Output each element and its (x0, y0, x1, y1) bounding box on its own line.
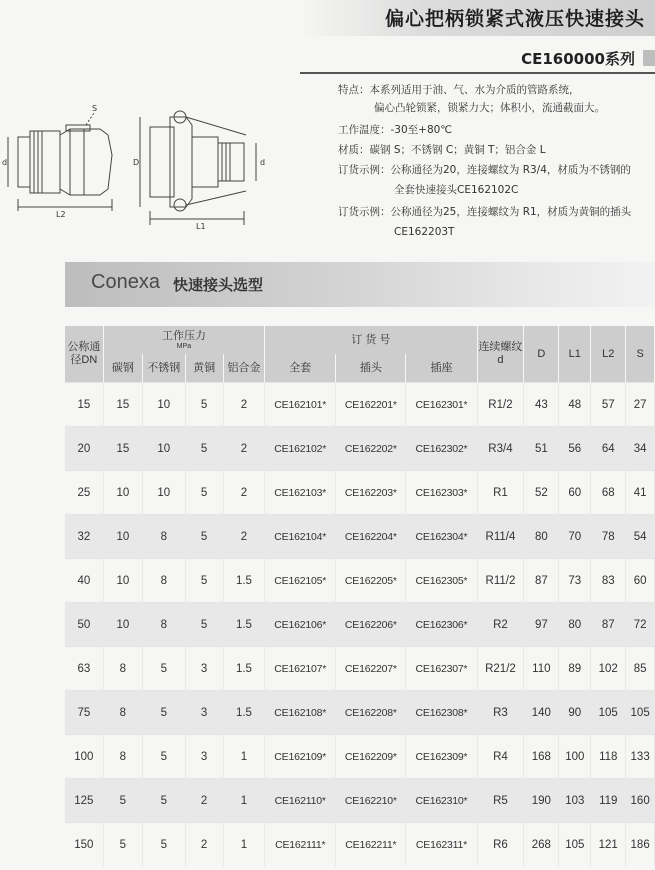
table-row (65, 515, 655, 559)
label-d-socket: d (260, 158, 266, 167)
cell-d: 268 (524, 823, 559, 867)
cell-l2: 118 (591, 735, 626, 779)
cell-l2: 57 (591, 383, 626, 427)
cell-stainless: 5 (143, 647, 185, 691)
cell-dn: 150 (65, 823, 103, 867)
order-example-1: 订货示例：公称通径为20，连接螺纹为 R3/4，材质为不锈钢的 (338, 164, 631, 176)
socket-hex (192, 137, 218, 187)
cell-l2: 87 (591, 603, 626, 647)
cell-d: 43 (524, 383, 559, 427)
cell-plug: CE162209* (336, 735, 406, 779)
cell-full-set: CE162108* (265, 691, 336, 735)
material-line: 材质：碳钢 S；不锈钢 C；黄铜 T；铝合金 L (338, 144, 546, 156)
cell-s: 186 (626, 823, 655, 867)
cell-brass: 5 (185, 427, 223, 471)
selection-table (65, 326, 655, 866)
handle-bottom (186, 191, 246, 205)
cell-dn: 50 (65, 603, 103, 647)
cell-dn: 20 (65, 427, 103, 471)
label-d-plug: d (2, 158, 8, 167)
cell-d: 87 (524, 559, 559, 603)
cell-aluminium: 1.5 (223, 603, 264, 647)
cell-l2: 119 (591, 779, 626, 823)
cell-l2: 83 (591, 559, 626, 603)
cell-aluminium: 1 (223, 823, 264, 867)
cell-l1: 105 (559, 823, 591, 867)
feature-line-1 (338, 80, 580, 100)
cell-full-set: CE162103* (265, 471, 336, 515)
col-l1: L1 (559, 326, 591, 383)
label-l1: L1 (196, 222, 206, 231)
cell-d: 140 (524, 691, 559, 735)
cell-s: 85 (626, 647, 655, 691)
plug-thread-end (18, 137, 30, 187)
cell-plug: CE162210* (336, 779, 406, 823)
col-plug: 插头 (336, 354, 406, 383)
cell-stainless: 5 (143, 691, 185, 735)
cell-dn: 63 (65, 647, 103, 691)
cell-l1: 89 (559, 647, 591, 691)
cell-full-set: CE162105* (265, 559, 336, 603)
cell-d: 52 (524, 471, 559, 515)
cell-brass: 2 (185, 823, 223, 867)
cell-l1: 90 (559, 691, 591, 735)
cell-carbon: 10 (103, 515, 142, 559)
cam-lever-bottom (174, 199, 186, 211)
cell-l1: 70 (559, 515, 591, 559)
cell-plug: CE162203* (336, 471, 406, 515)
cell-s: 27 (626, 383, 655, 427)
cell-thread: R4 (477, 735, 524, 779)
cell-socket: CE162307* (406, 647, 477, 691)
cell-full-set: CE162110* (265, 779, 336, 823)
cell-brass: 2 (185, 779, 223, 823)
table-row (65, 779, 655, 823)
cell-s: 160 (626, 779, 655, 823)
cell-l2: 64 (591, 427, 626, 471)
cell-socket: CE162304* (406, 515, 477, 559)
cell-dn: 25 (65, 471, 103, 515)
cell-dn: 15 (65, 383, 103, 427)
handle-top (186, 117, 246, 135)
cell-full-set: CE162104* (265, 515, 336, 559)
cell-carbon: 8 (103, 691, 142, 735)
cell-brass: 5 (185, 383, 223, 427)
cell-aluminium: 2 (223, 515, 264, 559)
table-row (65, 647, 655, 691)
cell-carbon: 8 (103, 647, 142, 691)
col-brass: 黄铜 (185, 354, 223, 383)
cell-brass: 3 (185, 647, 223, 691)
cell-stainless: 10 (143, 383, 185, 427)
series-marker (643, 50, 655, 66)
cell-thread: R5 (477, 779, 524, 823)
cell-dn: 32 (65, 515, 103, 559)
series-header (300, 42, 655, 74)
cell-l1: 73 (559, 559, 591, 603)
section-band (65, 262, 655, 307)
cell-dn: 40 (65, 559, 103, 603)
pressure-unit: MPa (176, 342, 192, 350)
cell-l2: 68 (591, 471, 626, 515)
cell-plug: CE162207* (336, 647, 406, 691)
cell-stainless: 8 (143, 515, 185, 559)
cell-socket: CE162310* (406, 779, 477, 823)
cell-thread: R1/2 (477, 383, 524, 427)
cell-stainless: 8 (143, 603, 185, 647)
cell-carbon: 5 (103, 779, 142, 823)
table-row (65, 383, 655, 427)
col-socket: 插座 (406, 354, 477, 383)
cell-stainless: 5 (143, 823, 185, 867)
cell-l1: 60 (559, 471, 591, 515)
cell-s: 60 (626, 559, 655, 603)
cell-thread: R6 (477, 823, 524, 867)
cell-s: 41 (626, 471, 655, 515)
table-row (65, 471, 655, 515)
cell-thread: R11/2 (477, 559, 524, 603)
cell-socket: CE162308* (406, 691, 477, 735)
cell-full-set: CE162107* (265, 647, 336, 691)
col-dn: 公称通径DN (65, 326, 103, 383)
cell-l2: 102 (591, 647, 626, 691)
cell-aluminium: 1 (223, 779, 264, 823)
page-title: 偏心把柄锁紧式液压快速接头 (384, 8, 645, 30)
cell-stainless: 5 (143, 779, 185, 823)
cell-d: 110 (524, 647, 559, 691)
title-bar (300, 0, 655, 36)
table-body (65, 383, 655, 867)
cell-stainless: 10 (143, 427, 185, 471)
cell-socket: CE162311* (406, 823, 477, 867)
col-order: 订 货 号 (265, 326, 477, 354)
order-example-2: 订货示例：公称通径为25，连接螺纹为 R1，材质为黄铜的插头 (338, 206, 632, 218)
cell-l2: 78 (591, 515, 626, 559)
brand-name: Conexa (91, 271, 160, 293)
feature-text-1: 本系列适用于油、气、水为介质的管路系统， (369, 84, 580, 96)
cell-carbon: 15 (103, 427, 142, 471)
cell-brass: 3 (185, 691, 223, 735)
cell-socket: CE162306* (406, 603, 477, 647)
cell-carbon: 15 (103, 383, 142, 427)
cell-socket: CE162309* (406, 735, 477, 779)
cell-s: 34 (626, 427, 655, 471)
col-d: D (524, 326, 559, 383)
cell-carbon: 10 (103, 603, 142, 647)
cell-aluminium: 1.5 (223, 691, 264, 735)
cell-thread: R3/4 (477, 427, 524, 471)
temperature-line: 工作温度：-30至+80℃ (338, 124, 453, 136)
table-row (65, 735, 655, 779)
cell-plug: CE162201* (336, 383, 406, 427)
table-row (65, 427, 655, 471)
cell-l1: 80 (559, 603, 591, 647)
cell-s: 105 (626, 691, 655, 735)
col-pressure (103, 326, 264, 354)
cell-dn: 75 (65, 691, 103, 735)
cell-stainless: 8 (143, 559, 185, 603)
cell-aluminium: 1 (223, 735, 264, 779)
col-l2: L2 (591, 326, 626, 383)
cell-plug: CE162205* (336, 559, 406, 603)
cell-s: 72 (626, 603, 655, 647)
cell-plug: CE162208* (336, 691, 406, 735)
cell-brass: 5 (185, 515, 223, 559)
section-title: 快速接头选型 (173, 276, 264, 294)
cell-l1: 48 (559, 383, 591, 427)
coupling-drawing (0, 95, 300, 235)
cell-carbon: 8 (103, 735, 142, 779)
col-thread: 连续螺纹d (477, 326, 524, 383)
cell-stainless: 10 (143, 471, 185, 515)
socket-body (170, 117, 192, 207)
cell-plug: CE162206* (336, 603, 406, 647)
cell-aluminium: 2 (223, 383, 264, 427)
cell-aluminium: 1.5 (223, 559, 264, 603)
cell-carbon: 5 (103, 823, 142, 867)
cell-socket: CE162301* (406, 383, 477, 427)
label-s: S (92, 104, 98, 113)
cell-full-set: CE162106* (265, 603, 336, 647)
cell-l2: 121 (591, 823, 626, 867)
cell-thread: R11/4 (477, 515, 524, 559)
table-row (65, 691, 655, 735)
cell-socket: CE162302* (406, 427, 477, 471)
label-D: D (133, 158, 140, 167)
cell-aluminium: 1.5 (223, 647, 264, 691)
cell-thread: R3 (477, 691, 524, 735)
cell-thread: R2 (477, 603, 524, 647)
cell-aluminium: 2 (223, 471, 264, 515)
order-example-1-code: 全套快速接头CE162102C (394, 184, 519, 196)
cell-s: 54 (626, 515, 655, 559)
cell-thread: R21/2 (477, 647, 524, 691)
cell-full-set: CE162109* (265, 735, 336, 779)
cell-aluminium: 2 (223, 427, 264, 471)
feature-line-2: 偏心凸轮锁紧，锁紧力大；体积小，流通截面大。 (374, 102, 605, 114)
cell-plug: CE162211* (336, 823, 406, 867)
cell-d: 80 (524, 515, 559, 559)
cell-d: 97 (524, 603, 559, 647)
cell-thread: R1 (477, 471, 524, 515)
series-title: CE160000系列 (521, 50, 635, 68)
cell-brass: 5 (185, 471, 223, 515)
cell-dn: 125 (65, 779, 103, 823)
cell-brass: 5 (185, 559, 223, 603)
col-carbon: 碳钢 (103, 354, 142, 383)
plug-nose (60, 129, 112, 195)
cell-plug: CE162204* (336, 515, 406, 559)
cell-d: 51 (524, 427, 559, 471)
order-example-2-code: CE162203T (394, 226, 455, 238)
cell-full-set: CE162111* (265, 823, 336, 867)
col-s: S (626, 326, 655, 383)
cell-l1: 56 (559, 427, 591, 471)
table-row (65, 823, 655, 867)
cell-full-set: CE162101* (265, 383, 336, 427)
cell-brass: 5 (185, 603, 223, 647)
cell-carbon: 10 (103, 559, 142, 603)
cell-d: 190 (524, 779, 559, 823)
pressure-label: 工作压力 (161, 329, 206, 342)
col-full-set: 全套 (265, 354, 336, 383)
cell-s: 133 (626, 735, 655, 779)
cell-carbon: 10 (103, 471, 142, 515)
cell-full-set: CE162102* (265, 427, 336, 471)
cell-l2: 105 (591, 691, 626, 735)
table-row (65, 603, 655, 647)
cell-socket: CE162305* (406, 559, 477, 603)
cell-brass: 3 (185, 735, 223, 779)
cell-d: 168 (524, 735, 559, 779)
cell-socket: CE162303* (406, 471, 477, 515)
col-stainless: 不锈钢 (143, 354, 185, 383)
cell-l1: 103 (559, 779, 591, 823)
cell-dn: 100 (65, 735, 103, 779)
cell-stainless: 5 (143, 735, 185, 779)
col-aluminium: 铝合金 (223, 354, 264, 383)
label-l2: L2 (56, 210, 66, 219)
cell-l1: 100 (559, 735, 591, 779)
cell-plug: CE162202* (336, 427, 406, 471)
feature-label: 特点： (338, 84, 370, 96)
table-row (65, 559, 655, 603)
